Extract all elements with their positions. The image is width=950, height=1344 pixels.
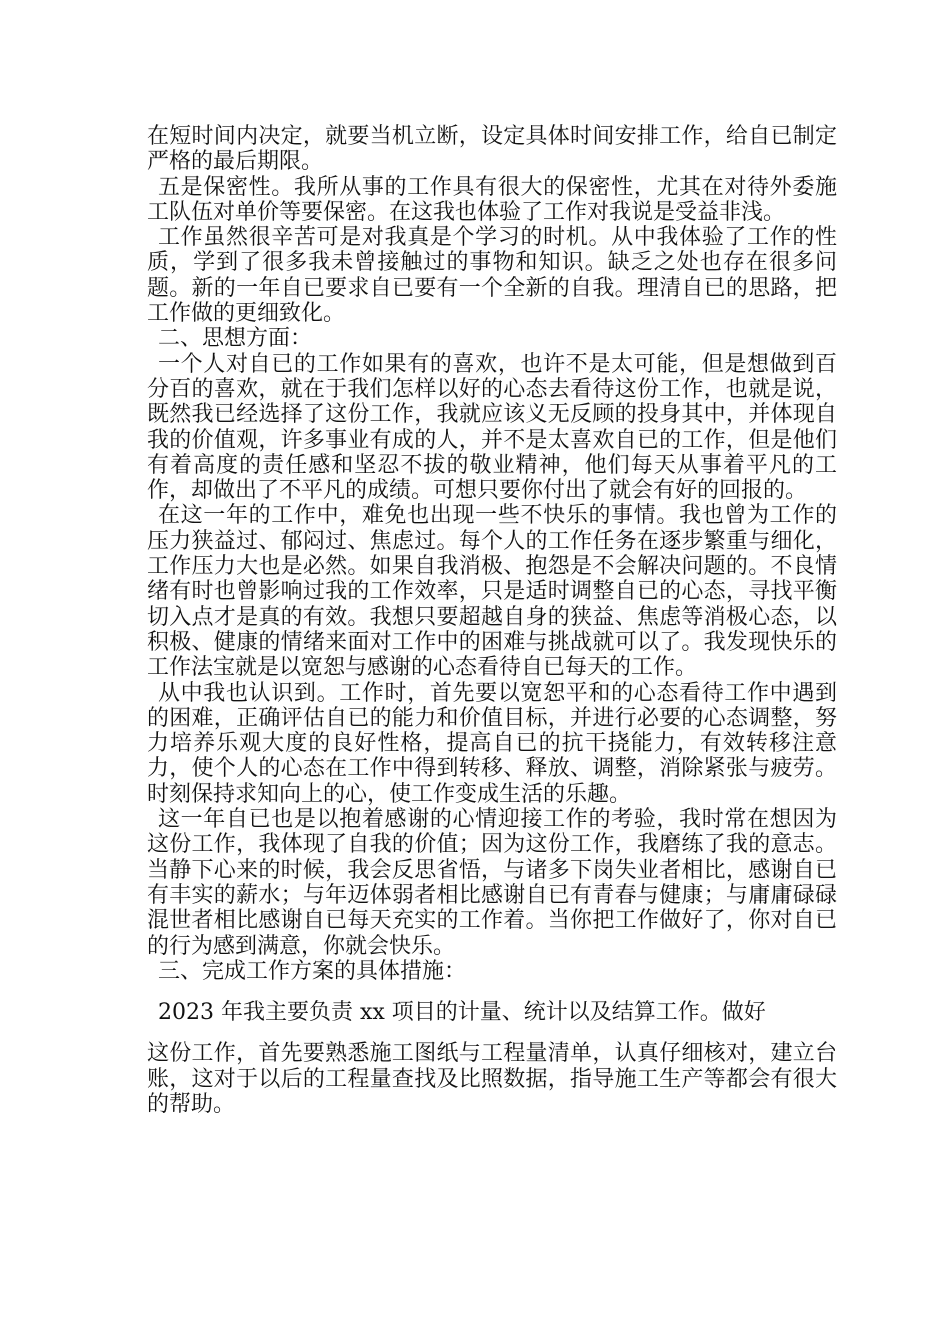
section-heading-thoughts: 二、思想方面： (158, 326, 313, 352)
paragraph-confidentiality: 五是保密性。我所从事的工作具有很大的保密性，尤其在对待外委施工队伍对单价等要保密。在这我也体验了工作对我说是受益非浅。 (147, 174, 837, 225)
paragraph-attitude: 从中我也认识到。工作时，首先要以宽恕平和的心态看待工作中遇到的困难，正确评估自已的能力和价值目标，并进行必要的心态调整，努力培养乐观大度的良好性格，提高自已的抗干挠能力，有效转移注意力，使个人的心态在工作中得到转移、释放、调整，消除紧张与疲劳。时刻保持求知向上的心，使工作变成生活的乐趣。 (147, 680, 837, 807)
paragraph-enjoy-work: 一个人对自已的工作如果有的喜欢，也许不是太可能，但是想做到百分百的喜欢，就在于我们怎样以好的心态去看待这份工作，也就是说，既然我已经选择了这份工作，我就应该义无反顾的投身其中，并体现自我的价值观，许多事业有成的人，并不是太喜欢自已的工作，但是他们有着高度的责任感和坚忍不拔的敬业精神，他们每天从事着平凡的工作，却做出了不平凡的成绩。可想只要你付出了就会有好的回报的。 (147, 351, 837, 504)
section-heading-measures: 三、完成工作方案的具体措施： (158, 958, 467, 984)
paragraph-responsibility: 2023 年我主要负责 xx 项目的计量、统计以及结算工作。做好 (158, 1000, 766, 1026)
paragraph-drawings-ledger: 这份工作，首先要熟悉施工图纸与工程量清单，认真仔细核对，建立台账，这对于以后的工程量查找及比照数据，指导施工生产等都会有很大的帮助。 (147, 1041, 837, 1117)
paragraph-learning-opportunity: 工作虽然很辛苦可是对我真是个学习的时机。从中我体验了工作的性质，学到了很多我未曾接触过的事物和知识。缺乏之处也存在很多问题。新的一年自已要求自已要有一个全新的自我。理清自已的思路，把工作做的更细致化。 (147, 225, 837, 327)
document-page (147, 124, 837, 1117)
paragraph-gratitude: 这一年自已也是以抱着感谢的心情迎接工作的考验，我时常在想因为这份工作，我体现了自我的价值；因为这份工作，我磨练了我的意志。当静下心来的时候，我会反思省悟，与诸多下岗失业者相比，感谢自已有丰实的薪水；与年迈体弱者相比感谢自已有青春与健康；与庸庸碌碌混世者相比感谢自已每天充实的工作着。当你把工作做好了，你对自已的行为感到满意，你就会快乐。 (147, 807, 837, 959)
paragraph-work-pressure: 在这一年的工作中，难免也出现一些不快乐的事情。我也曾为工作的压力狭益过、郁闷过、焦虑过。每个人的工作任务在逐步繁重与细化，工作压力大也是必然。如果自我消极、抱怨是不会解决问题的。不良情绪有时也曾影响过我的工作效率，只是适时调整自已的心态，寻找平衡切入点才是真的有效。我想只要超越自身的狭益、焦虑等消极心态，以积极、健康的情绪来面对工作中的困难与挑战就可以了。我发现快乐的工作法宝就是以宽恕与感谢的心态看待自已每天的工作。 (147, 503, 837, 681)
paragraph-deadline: 在短时间内决定，就要当机立断，设定具体时间安排工作，给自已制定严格的最后期限。 (147, 124, 837, 175)
